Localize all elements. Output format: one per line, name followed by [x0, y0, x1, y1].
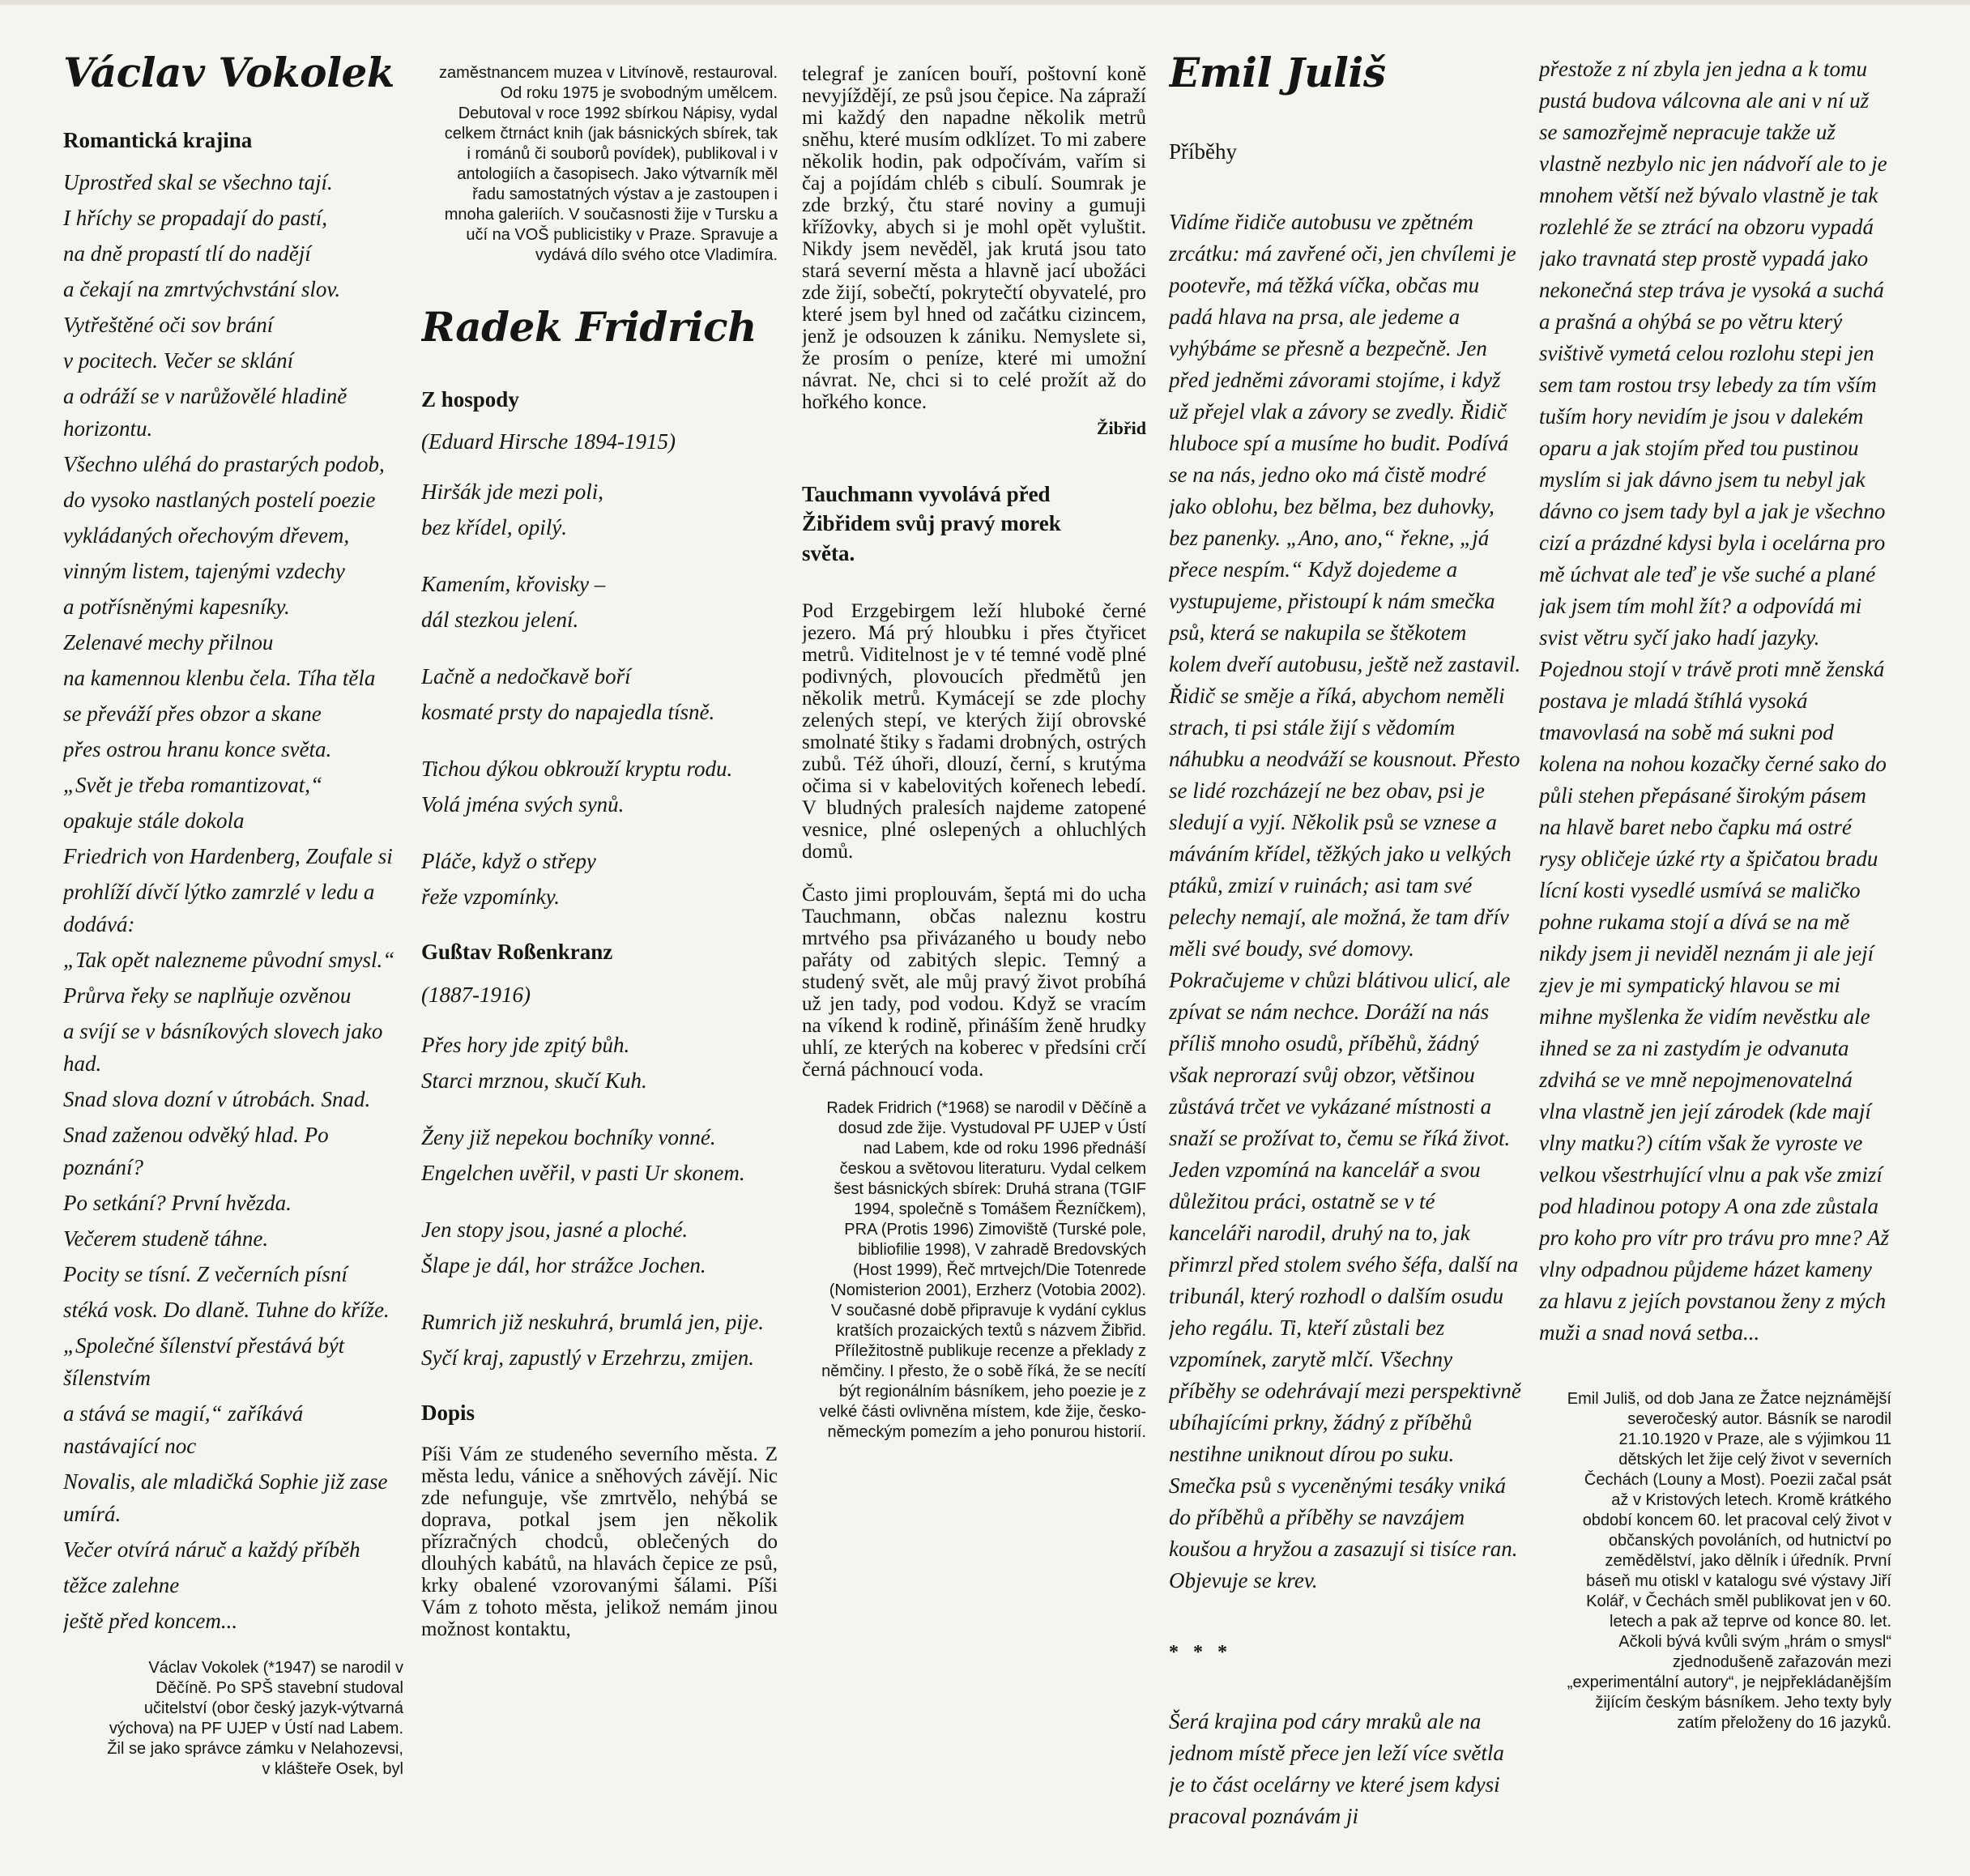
column-julis-continued	[1539, 0, 1891, 1876]
poem-line: Jen stopy jsou, jasné a ploché.	[421, 1217, 689, 1242]
poem-line: Tichou dýkou obkrouží kryptu rodu.	[421, 757, 733, 782]
poem-line: Vytřeštěné oči sov brání	[63, 313, 274, 338]
poem-line: „Tak opět nalezneme původní smysl.“	[63, 948, 395, 973]
poem-line: Kamením, křovisky –	[421, 572, 606, 597]
poem-line: kosmaté prsty do napajedla tísně.	[421, 700, 715, 725]
poem-body	[421, 475, 778, 913]
poem-line: Večerem studeně táhne.	[63, 1226, 269, 1251]
poem-line: Zelenavé mechy přilnou	[63, 630, 274, 655]
prose-body: Šerá krajina pod cáry mraků ale na jednom místě přece jen leží více světla je to část ocelárny ve které jsem kdysi pracoval poznávám ji	[1169, 1709, 1504, 1829]
poem-body	[63, 166, 403, 1637]
author-heading: Radek Fridrich	[421, 303, 757, 351]
prose-body: Často jimi proplouvám, šeptá mi do ucha Tauchmann, občas naleznu kostru mrtvého psa přivázaného u boudy nebo pařáty od zabitých slepic. Temný a studený svět, ale můj pravý život probíhá už jen tady, pod vodou. Když se vracím na víkend k rodině, přináším ženě hrudky uhlí, ze kterých na koberec v předsíni crčí černá páchnoucí voda.	[802, 884, 1146, 1081]
author-heading: Václav Vokolek	[63, 49, 394, 96]
poem-line: přes ostrou hranu konce světa.	[63, 737, 332, 762]
column-fridrich-continued	[802, 0, 1146, 1876]
poem-title: Gußtav Roßenkranz	[421, 940, 613, 965]
poem-line: Po setkání? První hvězda.	[63, 1191, 292, 1216]
poem-line: Snad slova dozní v útrobách. Snad.	[63, 1087, 371, 1112]
poem-line: Hiršák jde mezi poli,	[421, 480, 603, 505]
poem-line: opakuje stále dokola	[63, 808, 245, 834]
poem-line: se převáží přes obzor a skane	[63, 701, 322, 727]
poem-line: řeže vzpomínky.	[421, 885, 560, 910]
poem-line: na dně propastí tlí do nadějí	[63, 241, 311, 266]
poem-line: „Svět je třeba romantizovat,“	[63, 773, 322, 798]
prose-body: Pod Erzgebirgem leží hluboké černé jezero. Má prý hloubku i přes čtyřicet metrů. Viditelnost je v té temné vodě plné podivných, plovoucích předmětů jen několik metrů. Kymácejí se zde plochy zelených stepí, ve kterých žijí obrovské smolnaté štiky s řadami drobných, ostrých zubů. Též úhoři, dlouzí, černí, s krutýma očima si v kabelovitých kořenech lebedí. V bludných pralesích najdeme zatopené vesnice, plné oslepených a ohluchlých domů.	[802, 600, 1146, 863]
poem-line: a svíjí se v básníkových slovech jako had.	[63, 1019, 383, 1077]
prose-body-continued: přestože z ní zbyla jen jedna a k tomu pustá budova válcovna ale ani v ní už se samozřejmě nepracuje takže už vlastně nezbylo nic jen nádvoří ale to je mnohem větší než bývalo vlastně je tak rozlehlé že se ztrácí na obzoru vypadá jako travnatá step prostě vypadá jako nekonečná step tráva je vysoká a suchá a prašná a ohýbá se po větru který svištivě vymetá celou rozlohu stepi jen sem tam rostou trsy lebedy za tím vším tuším hory nevidím je jsou v dalekém oparu a jak stojím před tou pustinou myslím si jak dávno jsem tu nebyl jak dávno co jsem tady byl a jak je všechno cizí a prázdné kdysi byla i ocelárna pro mě úchvat ale teď je vše suché a plané jak jsem tím mohl žít? a odpovídá mi svist větru syčí jako hadí jazyky. Pojednou stojí v trávě proti mně ženská postava je mladá štíhlá vysoká tmavovlasá na sobě má sukni pod kolena na nohou kozačky černé sako do půli stehen přepásané širokým pásem na hlavě baret nebo čapku má ostré rysy obličeje úzké rty a špičatou bradu lícní kosti vysedlé usmívá se maličko pohne rukama stojí a dívá se na mě nikdy jsem ji neviděl neznám ji ale její zjev je mi sympatický hlavou se mi mihne myšlenka že vidím nevěstku ale ihned se za ni zastydím je odvanuta zdvihá se ve mně nepojmenovatelná vlna vlastně jen její zárodek (kde mají vlny matku?) cítím však že vyroste ve velkou všestrhující vlnu a pak vše zmizí pod hladinou potopy A ona zde zůstala pro koho pro vítr pro trávu pro mne? Až vlny odpadnou půjdeme házet kameny za hlavu z jejích povstanou ženy z mých muži a snad nová setba...	[1539, 57, 1889, 1345]
poem-dedication: (1887-1916)	[421, 982, 531, 1007]
poem-line: Pocity se tísní. Z večerních písní	[63, 1262, 348, 1287]
poem-line: Přes hory jde zpitý bůh.	[421, 1032, 630, 1057]
poem-body	[421, 1029, 778, 1374]
poem-line: I hříchy se propadají do pastí,	[63, 206, 327, 231]
poem-line: Všechno uléhá do prastarých podob,	[63, 452, 385, 477]
poem-title: Příběhy	[1169, 139, 1237, 164]
poem-line: těžce zalehne	[63, 1573, 180, 1598]
poem-line: dál stezkou jelení.	[421, 608, 579, 633]
poem-line: Starci mrznou, skučí Kuh.	[421, 1068, 647, 1093]
poem-title: Dopis	[421, 1400, 475, 1425]
poem-line: „Společné šílenství přestává být šílenstvím	[63, 1333, 345, 1391]
poem-line: vykládaných ořechovým dřevem,	[63, 523, 350, 548]
signature: Žibřid	[1096, 418, 1146, 438]
prose-body: Píši Vám ze studeného severního města. Z města ledu, vánice a sněhových závějí. Nic zde nefunguje, vše zmrtvělo, nehýbá se doprava, potkal jsem jen několik přízračných chodců, oblečených do dlouhých kabátů, na hlavách čepice ze psů, krky obalené vzorovanými šálami. Píši Vám z tohoto města, jelikož nemám jinou možnost kontaktu,	[421, 1443, 778, 1641]
poem-line: prohlíží dívčí lýtko zamrzlé v ledu a dodává:	[63, 880, 375, 937]
poem-line: Šlape je dál, hor strážce Jochen.	[421, 1252, 706, 1277]
poem-line: bez křídel, opilý.	[421, 515, 567, 540]
column-fridrich	[421, 0, 778, 1876]
poem-line: Volá jména svých synů.	[421, 792, 625, 817]
author-bio: Emil Juliš, od dob Jana ze Žatce nejznámější severočeský autor. Básník se narodil 21.10.1920 v Praze, ale s výjimkou 11 dětských let žije celý život v severních Čechách (Louny a Most). Poezii začal psát až v Kristových letech. Kromě krátkého období koncem 60. let pracoval celý život v občanských povoláních, od hutnictví po zemědělství, jako dělník i úředník. První báseň mu otiskl v katalogu své výstavy Jiří Kolář, v Čechách směl publikovat jen v 60. letech a pak až teprve od konce 80. let. Ačkoli bývá kvůli svým „hrám o smysl“ zjednodušeně zařazován mezi „experimentální autory“, je nejpřekládanějším žijícím českým básníkem. Jeho texty byly zatím přeloženy do 16 jazyků.	[1567, 1390, 1891, 1732]
column-vokolek	[63, 0, 403, 1876]
author-bio-continued: zaměstnancem muzea v Litvínově, restauroval. Od roku 1975 je svobodným umělcem. Debutoval v roce 1992 sbírkou Nápisy, vydal celkem čtrnáct knih (jak básnických sbírek, tak i románů či souborů povídek), publikoval i v antologiích a časopisech. Jako výtvarník měl řadu samostatných výstav a je zastoupen i mnoha galeriích. V současnosti žije v Tursku a učí na VOŠ publicistiky v Praze. Spravuje a vydává dílo svého otce Vladimíra.	[439, 64, 778, 264]
poem-line: a potřísněnými kapesníky.	[63, 595, 290, 620]
poem-line: Novalis, ale mladičká Sophie již zase umírá.	[63, 1469, 388, 1527]
poem-line: Ženy již nepekou bochníky vonné.	[421, 1124, 716, 1149]
prose-body: Vidíme řidiče autobusu ve zpětném zrcátku: má zavřené oči, jen chvílemi je pootevře, má těžká víčka, občas mu padá hlava na prsa, ale jedeme a vyhýbáme se přesně a bezpečně. Jen před jedněmi závorami stojíme, i když už přejel vlak a závory se zvedly. Řidič hluboce spí a musíme ho budit. Podívá se na nás, jedno oko má čistě modré jako oblohu, bez bělma, bez duhovky, bez panenky. „Ano, ano,“ řekne, „já přece nespím.“ Když dojedeme a vystupujeme, přistoupí k nám smečka psů, která se nakupila se štěkotem kolem dveří autobusu, ještě než zastavil. Řidič se směje a říká, abychom neměli strach, ti psi stále žijí s vědomím náhubku a neodváží se kousnout. Přesto se lidé rozcházejí ne bez obav, psi je sledují a vyjí. Několik psů se vznese a máváním křídel, těžkých jako u velkých ptáků, zmizí v ruinách; asi tam své pelechy nemají, ale možná, že tam dřív měli své boudy, své domovy. Pokračujeme v chůzi blátivou ulicí, ale zpívat se nám nechce. Doráží na nás příliš mnoho osudů, příběhů, žádný však neprorazí svůj obzor, většinou zůstává trčet ve vykázané místnosti a snaží se prožívat to, čemu se říká život. Jeden vzpomíná na kancelář a svou důležitou práci, ostatně se v té kanceláři narodil, druhý na to, jak přimrzl před stolem svého šéfa, další na tribunál, který rozhodl o dalším osudu jeho regálu. Ti, kteří zůstali bez vzpomínek, zarytě mlčí. Všechny příběhy se odehrávají mezi perspektivně ubíhajícími prkny, žádný z příběhů nestihne uniknout dírou po suku. Smečka psů s vyceněnými tesáky vniká do příběhů a příběhy se navzájem koušou a hryžou a zasazují si tisíce ran. Objevuje se krev.	[1169, 210, 1521, 1593]
poem-line: do vysoko nastlaných postelí poezie	[63, 488, 376, 513]
poem-line: Snad zaženou odvěký hlad. Po poznání?	[63, 1123, 329, 1180]
column-julis	[1169, 0, 1521, 1876]
poem-line: vinným listem, tajenými vzdechy	[63, 559, 345, 584]
poem-line: na kamennou klenbu čela. Tíha těla	[63, 666, 376, 691]
poem-line: v pocitech. Večer se sklání	[63, 348, 294, 373]
author-bio: Václav Vokolek (*1947) se narodil v Děčíně. Po SPŠ stavební studoval učitelství (obor český jazyk-výtvarná výchova) na PF UJEP v Ústí nad Labem. Žil se jako správce zámku v Nelahozevsi, v klášteře Osek, byl	[107, 1659, 403, 1779]
poem-title: Tauchmann vyvolává před Žibřidem svůj pravý morek světa.	[802, 482, 1061, 565]
poem-title: Z hospody	[421, 387, 519, 411]
poem-line: a čekají na zmrtvýchvstání slov.	[63, 277, 341, 302]
poem-line: Engelchen uvěřil, v pasti Ur skonem.	[421, 1160, 745, 1185]
author-heading: Emil Juliš	[1169, 49, 1386, 96]
poem-line: ještě před koncem...	[63, 1609, 238, 1634]
poem-line: Večer otvírá náruč a každý příběh	[63, 1537, 360, 1563]
poem-title: Romantická krajina	[63, 128, 253, 152]
poem-dedication: (Eduard Hirsche 1894-1915)	[421, 429, 676, 454]
poem-line: Friedrich von Hardenberg, Zoufale si	[63, 844, 393, 869]
poem-line: Lačně a nedočkavě boří	[421, 664, 631, 689]
poem-line: Rumrich již neskuhrá, brumlá jen, pije.	[421, 1309, 764, 1334]
poem-line: stéká vosk. Do dlaně. Tuhne do kříže.	[63, 1298, 390, 1323]
poem-line: Uprostřed skal se všechno tají.	[63, 170, 333, 195]
poem-line: Syčí kraj, zapustlý v Erzehrzu, zmijen.	[421, 1345, 754, 1370]
section-separator: * * *	[1169, 1642, 1232, 1664]
poem-line: Pláče, když o střepy	[421, 849, 596, 874]
poem-line: Průrva řeky se naplňuje ozvěnou	[63, 983, 352, 1008]
prose-body-continued: telegraf je zanícen bouří, poštovní koně nevyjíždějí, ze psů jsou čepice. Na zápraží mi každý den napadne několik metrů sněhu, které musím odklízet. To mi zabere několik hodin, pak odpočívám, vařím si čaj a pojídám chléb s cibulí. Soumrak je zde brzký, čtu staré noviny a gumuji křížovky, abych si je mohl opět vyluštit. Nikdy jsem nevěděl, jak krutá jsou tato stará severní města a hlavně jací ubožáci zde žijí, sobečtí, pokrytečtí obyvatelé, pro které jsem byl hned od začátku cizincem, jenž je odsouzen k zániku. Nemyslete si, že prosím o peníze, které mi umožní návrat. Ne, chci si to celé prožít až do hořkého konce.	[802, 63, 1146, 413]
author-bio: Radek Fridrich (*1968) se narodil v Děčíně a dosud zde žije. Vystudoval PF UJEP v Ústí nad Labem, kde od roku 1996 přednáší českou a světovou literaturu. Vydal celkem šest básnických sbírek: Druhá strana (TGIF 1994, společně s Tomášem Řezníčkem), PRA (Protis 1996) Zimoviště (Turské pole, bibliofilie 1998), V zahradě Bredovských (Host 1999), Řeč mrtvejch/Die Totenrede (Nomisterion 2001), Erzherz (Votobia 2002). V současné době připravuje k vydání cyklus kratších prozaických textů s názvem Žibřid. Příležitostně publikuje recenze a překlady z němčiny. I přesto, že o sobě říká, že se necítí být regionálním básníkem, jeho poezie je z velké části ovlivněna místem, kde žije, česko-německým pomezím a jeho ponurou historií.	[819, 1099, 1146, 1442]
poem-line: a stává se magií,“ zaříkává nastávající noc	[63, 1401, 304, 1459]
poem-line: a odráží se v narůžovělé hladině horizontu.	[63, 384, 348, 441]
